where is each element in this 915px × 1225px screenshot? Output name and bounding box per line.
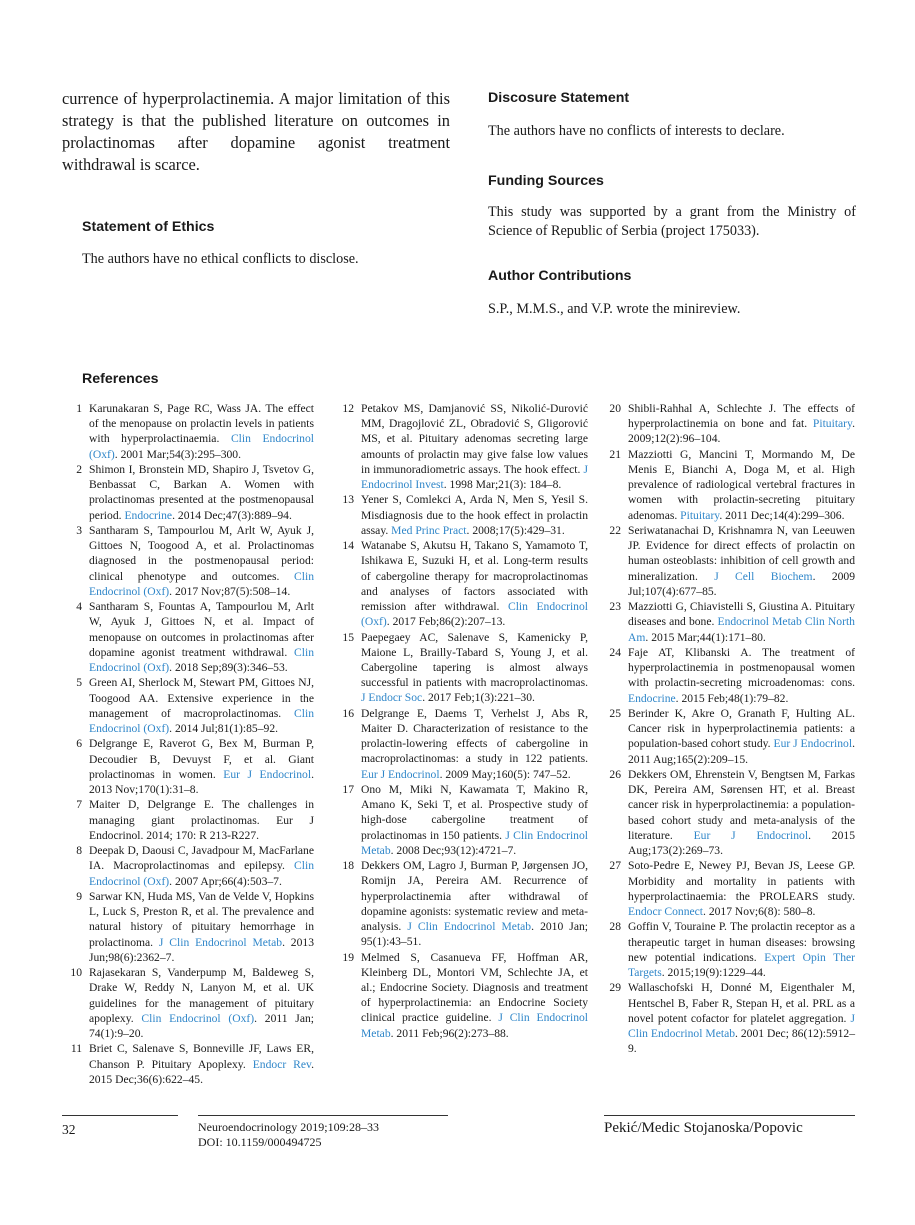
reference-number: 8	[76, 844, 82, 858]
reference-citation: . 2017 Nov;6(8): 580–8.	[703, 905, 816, 919]
reference-number: 1	[76, 402, 82, 415]
intro-paragraph: currence of hyperprolactinemia. A major limitation of this strategy is that the published literature on outcomes in prolactinomas after dopamine agonist treatment withdrawal is scarce.	[62, 89, 450, 174]
reference-journal-link[interactable]: Eur J Endocrinol	[223, 767, 312, 781]
reference-body: Ono M, Miki N, Kawamata T, Makino R, Amano K, Seki T, et al. Prospective study of high-dose cabergoline treatment of prolactinomas in 150 patients.	[361, 783, 588, 842]
reference-body: Briet C, Salenave S, Bonneville JF, Laws ER, Chanson P. Pituitary Apoplexy.	[89, 1042, 314, 1071]
reference-number: 24	[609, 646, 621, 659]
reference-citation: . 2013 Jun;98(6):2362–7.	[89, 935, 314, 964]
reference-journal-link[interactable]: Eur J Endocrinol	[773, 737, 853, 751]
reference-citation: . 2018 Sep;89(3):346–53.	[169, 661, 288, 675]
reference-journal-link[interactable]: Endocrine	[628, 691, 676, 705]
reference-item	[62, 401, 314, 462]
reference-body: Deepak D, Daousi C, Javadpour M, MacFarlane IA. Macroprolactinomas and epilepsy.	[89, 844, 314, 873]
footer-rule-left	[62, 1115, 178, 1116]
reference-body: Delgrange E, Daems T, Verhelst J, Abs R, Maiter D. Characterization of resistance to the prolactin-lowering effects of cabergoline in macroprolactinomas: a study in 122 patients.	[361, 706, 588, 766]
reference-body: Maiter D, Delgrange E. The challenges in managing giant prolactinomas. Eur J Endocrinol. 2014; 170: R 213-R227.	[89, 798, 314, 842]
reference-text	[621, 706, 855, 767]
reference-item	[334, 630, 588, 706]
reference-number: 9	[76, 890, 82, 903]
reference-body: Petakov MS, Damjanović SS, Nikolić-Durović MM, Dragojlović ZL, Obradović S, Gligorović MS, et al. Pituitary adenomas secreting large amounts of prolactin may give false low values in immunoradiometric assays. The hook effect.	[361, 402, 588, 476]
reference-text	[621, 767, 855, 858]
reference-body: Sarwar KN, Huda MS, Van de Velde V, Hopkins L, Luck S, Preston R, et al. The prevalence and natural history of pituitary hemorrhage in prolactinoma.	[89, 890, 314, 949]
reference-number: 17	[342, 783, 354, 797]
reference-body: Dekkers OM, Lagro J, Burman P, Jørgensen JO, Romijn JA, Pereira AM. Recurrence of hyperprolactinemia after withdrawal of dopamine agonists: systematic review and meta-analysis.	[361, 859, 588, 934]
reference-text	[354, 401, 588, 492]
reference-text	[621, 919, 855, 980]
reference-citation: . 2015 Aug;173(2):269–73.	[628, 828, 855, 858]
disclosure-section	[488, 90, 856, 141]
reference-item	[334, 492, 588, 538]
reference-journal-link[interactable]: Expert Opin Ther Targets	[628, 950, 855, 980]
reference-text	[82, 843, 314, 889]
reference-item	[601, 858, 855, 919]
reference-item	[62, 797, 314, 843]
running-authors: Pekić/Medic Stojanoska/Popovic	[604, 1120, 803, 1136]
reference-text	[354, 706, 588, 782]
reference-text	[621, 980, 855, 1056]
reference-citation: . 2015 Feb;48(1):79–82.	[675, 691, 789, 705]
reference-body: Paepegaey AC, Salenave S, Kamenicky P, Maione L, Brailly-Tabard S, Young J, et al. Cabergoline tapering is almost always successful in patients with macroprolactinomas.	[361, 630, 588, 690]
reference-journal-link[interactable]: J Clin Endocrinol Metab	[361, 1011, 589, 1040]
reference-number: 21	[609, 447, 621, 461]
reference-citation: . 2017 Feb;86(2):207–13.	[386, 615, 506, 629]
reference-number: 10	[70, 966, 82, 980]
reference-text	[621, 599, 855, 645]
reference-text	[82, 736, 314, 797]
reference-journal-link[interactable]: Pituitary	[812, 417, 853, 431]
reference-citation: . 2001 Dec; 86(12):5912–9.	[628, 1027, 855, 1056]
references-column-2	[334, 401, 588, 1041]
reference-text	[82, 1041, 314, 1087]
reference-item	[334, 706, 588, 782]
reference-item	[601, 919, 855, 980]
reference-body: Shimon I, Bronstein MD, Shapiro J, Tsvetov G, Benbassat C, Barkan A. Women with prolactinomas presented at the postmenopausal period.	[89, 463, 314, 522]
journal-info	[198, 1120, 379, 1150]
reference-number: 16	[342, 706, 354, 720]
reference-item	[62, 843, 314, 889]
reference-journal-link[interactable]: J Clin Endocrinol Metab	[407, 920, 532, 934]
reference-item	[62, 462, 314, 523]
reference-citation: . 2011 Aug;165(2):209–15.	[628, 737, 855, 766]
reference-text	[82, 797, 314, 843]
reference-journal-link[interactable]: Clin Endocrinol (Oxf)	[89, 569, 314, 598]
reference-body: Shibli-Rahhal A, Schlechte J. The effects of hyperprolactinemia on bone and fat.	[628, 402, 855, 431]
reference-citation: . 2011 Jan; 74(1):9–20.	[89, 1011, 314, 1041]
reference-citation: . 2017 Feb;1(3):221–30.	[422, 691, 535, 705]
reference-journal-link[interactable]: Endocr Rev	[252, 1057, 312, 1071]
reference-number: 15	[342, 630, 354, 644]
reference-body: Seriwatanachai D, Krishnamra N, van Leeuwen JP. Evidence for direct effects of prolactin on human osteoblasts: inhibition of cell growth and mineralization.	[628, 524, 855, 583]
reference-body: Delgrange E, Raverot G, Bex M, Burman P, Decoudier B, Devuyst F, et al. Giant prolactinomas in women.	[89, 737, 314, 781]
journal-citation: Neuroendocrinology 2019;109:28–33	[198, 1120, 379, 1134]
reference-text	[354, 950, 588, 1041]
reference-text	[82, 523, 314, 599]
disclosure-body: The authors have no conflicts of interests to declare.	[488, 123, 785, 139]
reference-citation: . 2009 Jul;107(4):677–85.	[628, 569, 855, 598]
reference-journal-link[interactable]: Clin Endocrinol (Oxf)	[89, 859, 314, 888]
reference-item	[334, 950, 588, 1041]
reference-citation: . 2009;12(2):96–104.	[628, 417, 855, 446]
reference-body: Wallaschofski H, Donné M, Eigenthaler M, Hentschel B, Faber R, Stepan H, et al. PRL as a novel potent cofactor for platelet aggregation.	[628, 981, 855, 1025]
reference-text	[354, 782, 588, 858]
reference-number: 4	[76, 600, 82, 614]
reference-number: 11	[70, 1042, 82, 1056]
reference-citation: . 2013 Nov;170(1):31–8.	[89, 767, 314, 797]
reference-item	[62, 736, 314, 797]
reference-item	[601, 645, 855, 706]
ethics-section	[62, 219, 450, 269]
page-number: 32	[62, 1122, 76, 1137]
reference-citation: . 2007 Apr;66(4):503–7.	[169, 874, 282, 888]
reference-journal-link[interactable]: Endocrine	[124, 508, 173, 522]
reference-text	[354, 492, 588, 538]
reference-body: Mazziotti G, Mancini T, Mormando M, De Menis E, Bianchi A, Doga M, et al. High prevalence of radiological vertebral fractures in women with prolactin-secreting pituitary adenomas.	[628, 447, 855, 522]
reference-journal-link[interactable]: Med Princ Pract	[391, 523, 467, 537]
reference-text	[82, 462, 314, 523]
reference-body: Soto-Pedre E, Newey PJ, Bevan JS, Leese GP. Morbidity and mortality in patients with hyperprolactinaemia: the PROLEARS study.	[628, 859, 855, 903]
reference-journal-link[interactable]: Clin Endocrinol (Oxf)	[89, 706, 314, 736]
reference-text	[354, 538, 588, 629]
reference-journal-link[interactable]: Clin Endocrinol (Oxf)	[89, 645, 314, 675]
reference-citation: . 2015 Mar;44(1):171–80.	[645, 630, 766, 644]
reference-journal-link[interactable]: Clin Endocrinol (Oxf)	[141, 1011, 255, 1025]
reference-text	[354, 630, 588, 706]
reference-text	[621, 523, 855, 599]
funding-heading: Funding Sources	[488, 173, 604, 189]
reference-number: 23	[609, 600, 621, 614]
reference-citation: . 2015 Dec;36(6):622–45.	[89, 1057, 315, 1086]
disclosure-heading: Discosure Statement	[488, 90, 630, 106]
reference-number: 20	[609, 402, 621, 415]
reference-number: 18	[342, 859, 354, 873]
right-column	[488, 90, 856, 319]
reference-citation: . 2008 Dec;93(12):4721–7.	[390, 843, 517, 857]
reference-text	[621, 645, 855, 706]
reference-item	[62, 889, 314, 965]
reference-journal-link[interactable]: J Endocrinol Invest	[361, 462, 589, 492]
reference-item	[334, 538, 588, 629]
reference-text	[82, 401, 314, 462]
reference-item	[62, 523, 314, 599]
reference-item	[62, 965, 314, 1041]
reference-item	[601, 401, 855, 447]
reference-text	[82, 889, 314, 965]
reference-journal-link[interactable]: J Clin Endocrinol Metab	[628, 1011, 855, 1041]
reference-number: 14	[342, 539, 354, 553]
reference-body: Faje AT, Klibanski A. The treatment of hyperprolactinemia in postmenopausal women with prolactin-secreting microadenomas: cons.	[628, 646, 855, 690]
reference-citation: . 2001 Mar;54(3):295–300.	[114, 447, 241, 461]
reference-number: 22	[609, 524, 621, 537]
reference-body: Rajasekaran S, Vanderpump M, Baldeweg S, Drake W, Reddy N, Lanyon M, et al. UK guidelines for the management of pituitary apoplexy.	[89, 966, 314, 1025]
reference-item	[334, 858, 588, 949]
reference-number: 3	[76, 524, 82, 537]
reference-citation: . 2017 Nov;87(5):508–14.	[169, 584, 291, 598]
reference-body: Mazziotti G, Chiavistelli S, Giustina A. Pituitary diseases and bone.	[628, 600, 855, 629]
reference-citation: . 2011 Feb;96(2):273–88.	[390, 1026, 509, 1040]
reference-number: 2	[76, 463, 82, 476]
reference-item	[62, 675, 314, 736]
reference-number: 13	[342, 493, 354, 507]
reference-citation: . 2014 Jul;81(1):85–92.	[169, 722, 279, 736]
footer-rule-right	[604, 1115, 855, 1116]
reference-item	[601, 706, 855, 767]
reference-number: 28	[609, 920, 621, 934]
reference-journal-link[interactable]: Endocrinol Metab Clin North Am	[628, 615, 855, 644]
reference-journal-link[interactable]: Pituitary	[680, 508, 720, 522]
reference-citation: . 2015;19(9):1229–44.	[661, 966, 766, 980]
reference-body: Yener S, Comlekci A, Arda N, Men S, Yesil S. Misdiagnosis due to the hook effect in prolactin assay.	[361, 493, 588, 537]
ethics-body: The authors have no ethical conflicts to disclose.	[82, 251, 359, 267]
reference-journal-link[interactable]: Clin Endocrinol (Oxf)	[361, 600, 588, 629]
reference-body: Santharam S, Tampourlou M, Arlt W, Ayuk J, Gittoes N, Toogood A, et al. Prolactinomas diagnosed in the postmenopausal period: clinical phenotype and outcomes.	[89, 524, 314, 583]
reference-text	[621, 858, 855, 919]
references-column-1	[62, 401, 314, 1087]
reference-citation: . 2011 Dec;14(4):299–306.	[719, 508, 845, 522]
reference-item	[601, 447, 855, 523]
reference-text	[621, 447, 855, 523]
reference-citation: . 2008;17(5):429–31.	[466, 523, 565, 537]
reference-number: 29	[609, 981, 621, 995]
doi: DOI: 10.1159/000494725	[198, 1135, 322, 1149]
reference-text	[354, 858, 588, 949]
reference-journal-link[interactable]: Endocr Connect	[628, 905, 704, 919]
reference-item	[62, 1041, 314, 1087]
reference-journal-link[interactable]: J Endocr Soc	[361, 691, 423, 705]
contributions-heading: Author Contributions	[488, 268, 632, 284]
reference-body: Berinder K, Akre O, Granath F, Hulting AL. Cancer risk in hyperprolactinemia patients: a population-based cohort study.	[628, 707, 855, 751]
reference-journal-link[interactable]: Eur J Endocrinol	[361, 767, 440, 781]
reference-text	[82, 965, 314, 1041]
reference-number: 25	[609, 707, 621, 720]
reference-item	[601, 767, 855, 858]
reference-journal-link[interactable]: J Clin Endocrinol Metab	[361, 828, 588, 857]
reference-journal-link[interactable]: Eur J Endocrinol	[693, 828, 809, 842]
reference-body: Dekkers OM, Ehrenstein V, Bengtsen M, Farkas DK, Pereira AM, Sørensen HT, et al. Breast cancer risk in hyperprolactinemia: a population-based cohort study and meta-analysis of the literature.	[628, 768, 855, 842]
reference-number: 12	[342, 402, 354, 415]
reference-journal-link[interactable]: Clin Endocrinol (Oxf)	[89, 432, 314, 461]
reference-text	[621, 401, 855, 447]
ethics-heading: Statement of Ethics	[82, 219, 215, 235]
reference-item	[334, 782, 588, 858]
reference-body: Goffin V, Touraine P. The prolactin receptor as a therapeutic target in human diseases: browsing new potential indications.	[628, 920, 855, 964]
reference-text	[82, 675, 314, 736]
reference-number: 19	[342, 950, 354, 964]
funding-body: This study was supported by a grant from the Ministry of Science of Republic of Serbia (project 175033).	[488, 204, 856, 239]
left-column	[62, 88, 450, 269]
reference-number: 6	[76, 737, 82, 751]
reference-number: 5	[76, 676, 82, 690]
funding-section	[488, 173, 856, 241]
reference-item	[601, 599, 855, 645]
reference-journal-link[interactable]: J Clin Endocrinol Metab	[158, 935, 283, 949]
reference-text	[82, 599, 314, 675]
contributions-section	[488, 268, 856, 319]
reference-citation: . 2014 Dec;47(3):889–94.	[172, 508, 292, 522]
reference-item	[601, 980, 855, 1056]
reference-number: 27	[609, 859, 621, 873]
reference-body: Santharam S, Fountas A, Tampourlou M, Arlt W, Ayuk J, Gittoes N, et al. Impact of menopause on outcomes in prolactinomas after dopamine agonist treatment withdrawal.	[89, 600, 314, 659]
reference-journal-link[interactable]: J Cell Biochem	[714, 569, 813, 583]
reference-number: 26	[609, 768, 621, 781]
reference-number: 7	[76, 798, 82, 812]
reference-body: Karunakaran S, Page RC, Wass JA. The effect of the menopause on prolactin levels in patients with hyperprolactinaemia.	[89, 402, 314, 446]
reference-item	[62, 599, 314, 675]
references-column-3	[601, 401, 855, 1057]
reference-body: Melmed S, Casanueva FF, Hoffman AR, Kleinberg DL, Montori VM, Schlechte JA, et al.; Endocrine Society. Diagnosis and treatment of hyperprolactinemia: an Endocrine Society clinical practice guideline.	[361, 950, 588, 1025]
reference-citation: . 2009 May;160(5): 747–52.	[439, 767, 571, 781]
references-heading: References	[82, 371, 159, 387]
contributions-body: S.P., M.M.S., and V.P. wrote the minireview.	[488, 301, 741, 317]
reference-citation: . 1998 Mar;21(3): 184–8.	[443, 478, 562, 492]
reference-body: Watanabe S, Akutsu H, Takano S, Yamamoto T, Ishikawa E, Suzuki H, et al. Long-term results of cabergoline therapy for macroprolactinomas and analyses of factors associated with remission after withdrawal.	[361, 539, 588, 614]
reference-body: Green AI, Sherlock M, Stewart PM, Gittoes NJ, Toogood AA. Extensive experience in the management of macroprolactinomas.	[89, 676, 314, 720]
footer-rule-middle	[198, 1115, 448, 1116]
reference-item	[334, 401, 588, 492]
reference-citation: . 2010 Jan; 95(1):43–51.	[361, 920, 588, 949]
reference-item	[601, 523, 855, 599]
